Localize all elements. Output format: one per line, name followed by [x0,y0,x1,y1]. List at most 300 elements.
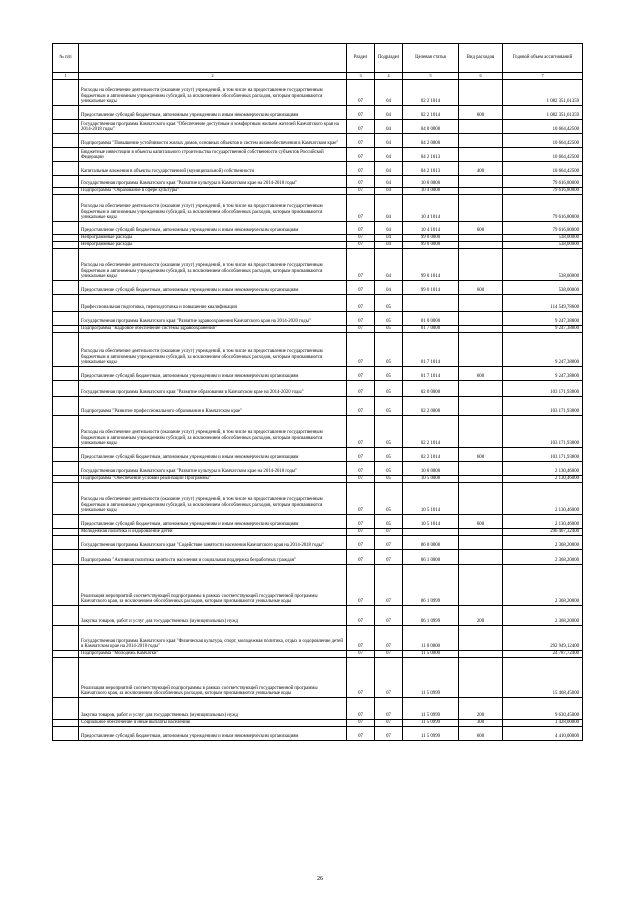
row-num-cell [53,134,79,148]
row-sum-cell: 2 130,46000 [503,476,583,483]
row-name-cell: Государственная программа Камчатского края "Содействие занятости населения Камчатского края на 2014-2018 годы" [79,536,347,550]
row-razdel-cell: 07 [347,626,375,651]
row-name-cell: Подпрограмма "Молодежь Камчатки" [79,651,347,658]
row-num-cell [53,651,79,658]
row-razdel-cell: 07 [347,281,375,295]
row-csr-cell: 06 1 0999 [403,606,459,626]
row-razdel-cell: 07 [347,106,375,120]
row-sum-cell: 10 664,42500 [503,134,583,148]
row-sum-cell: 10 664,42500 [503,162,583,176]
row-csr-cell: 02 2 0000 [403,397,459,416]
row-podrazdel-cell: 04 [375,235,403,242]
row-csr-cell: 11 5 0999 [403,658,459,698]
row-sum-cell: 4 410,00000 [503,727,583,741]
table-row [53,188,583,195]
row-sum-cell: 2 368,20000 [503,536,583,550]
row-vr-cell [459,416,503,448]
row-num-cell [53,80,79,106]
row-vr-cell [459,565,503,606]
row-name-cell: Государственная программа Камчатского края "Развитие здравоохранения Камчатского края на 2014-2020 годы" [79,312,347,326]
row-vr-cell [459,148,503,162]
row-name-cell: Подпрограмма "Кадровое обеспечение системы здравоохранения" [79,326,347,333]
row-vr-cell: 600 [459,106,503,120]
row-num-cell [53,106,79,120]
row-razdel-cell: 07 [347,176,375,188]
row-csr-cell: 01 7 0000 [403,326,459,333]
row-name-cell: Предоставление субсидий бюджетным, автономным учреждениям и иным некоммерческим организациям [79,448,347,462]
row-sum-cell: 114 549,78600 [503,295,583,312]
row-razdel-cell: 07 [347,565,375,606]
row-podrazdel-cell: 04 [375,120,403,134]
row-csr-cell [403,295,459,312]
row-razdel-cell: 07 [347,381,375,397]
row-podrazdel-cell: 04 [375,188,403,195]
row-podrazdel-cell: 05 [375,312,403,326]
row-sum-cell: 2 368,20000 [503,565,583,606]
row-num-cell [53,606,79,626]
table-row [53,529,583,536]
row-vr-cell [459,295,503,312]
row-podrazdel-cell: 04 [375,162,403,176]
row-csr-cell: 06 1 0000 [403,550,459,565]
row-csr-cell: 06 1 0999 [403,565,459,606]
row-num-cell [53,698,79,720]
row-podrazdel-cell: 05 [375,397,403,416]
row-podrazdel-cell: 07 [375,727,403,741]
row-razdel-cell: 07 [347,550,375,565]
table-row [53,462,583,476]
row-vr-cell: 600 [459,727,503,741]
row-vr-cell [459,242,503,249]
row-vr-cell: 600 [459,515,503,529]
row-vr-cell [459,188,503,195]
row-sum-cell: 9 630,45000 [503,698,583,720]
row-sum-cell: 15 468,45000 [503,658,583,698]
row-razdel-cell: 07 [347,333,375,367]
row-vr-cell [459,651,503,658]
row-sum-cell: 103 171,93800 [503,397,583,416]
row-sum-cell: 79 616,80000 [503,176,583,188]
row-csr-cell: 99 0 1014 [403,281,459,295]
table-row [53,148,583,162]
row-name-cell: Государственная программа Камчатского края "Развитие культуры в Камчатском крае на 2014-2018 годы" [79,462,347,476]
row-num-cell [53,148,79,162]
row-name-cell: Закупка товаров, работ и услуг для государственных (муниципальных) нужд [79,606,347,626]
header-sum: Годовой объем ассигнований [503,44,583,73]
row-num-cell [53,188,79,195]
row-name-cell: Профессиональная подготовка, переподготовка и повышение квалификации [79,295,347,312]
row-name-cell: Реализация мероприятий соответствующей подпрограммы в рамках соответствующей государственной программы Камчатского края, за исключением обособленных расходов, которым присваиваются уникальные коды [79,565,347,606]
row-podrazdel-cell: 07 [375,698,403,720]
col-number: 3 [347,73,375,80]
row-num-cell [53,295,79,312]
row-sum-cell: 9 247,38800 [503,367,583,381]
row-num-cell [53,235,79,242]
row-razdel-cell: 07 [347,188,375,195]
row-podrazdel-cell: 05 [375,326,403,333]
row-sum-cell: 538,00000 [503,235,583,242]
row-sum-cell: 2 130,46000 [503,462,583,476]
table-row [53,720,583,727]
table-row [53,626,583,651]
row-num-cell [53,727,79,741]
table-body [53,80,583,741]
table-row [53,222,583,235]
row-razdel-cell: 07 [347,326,375,333]
row-podrazdel-cell: 07 [375,550,403,565]
row-num-cell [53,448,79,462]
row-num-cell [53,281,79,295]
row-sum-cell: 292 949,12400 [503,626,583,651]
row-sum-cell: 103 171,93800 [503,381,583,397]
row-csr-cell: 02 2 1014 [403,416,459,448]
row-name-cell: Предоставление субсидий бюджетным, автономным учреждениям и иным некоммерческим организациям [79,281,347,295]
header-razdel: Раздел [347,44,375,73]
row-razdel-cell: 07 [347,720,375,727]
table-row [53,658,583,698]
row-num-cell [53,312,79,326]
table-row [53,295,583,312]
header-name [79,44,347,73]
row-vr-cell [459,134,503,148]
row-vr-cell: 400 [459,162,503,176]
row-podrazdel-cell: 04 [375,134,403,148]
table-row [53,448,583,462]
row-csr-cell: 02 2 1014 [403,80,459,106]
row-vr-cell [459,80,503,106]
header-num: № п/п [53,44,79,73]
row-csr-cell: 04 2 1013 [403,162,459,176]
row-vr-cell [459,536,503,550]
row-razdel-cell: 07 [347,515,375,529]
row-sum-cell: 79 616,80000 [503,195,583,222]
row-sum-cell: 9 247,38800 [503,333,583,367]
row-podrazdel-cell: 04 [375,249,403,281]
row-razdel-cell: 07 [347,476,375,483]
row-vr-cell [459,120,503,134]
row-vr-cell [459,333,503,367]
budget-table [52,43,583,741]
table-row [53,106,583,120]
row-razdel-cell: 07 [347,529,375,536]
row-vr-cell [459,326,503,333]
row-name-cell: Расходы на обеспечение деятельности (оказание услуг) учреждений, в том числе на предоставление государственным бюджетным и автономным учреждениям субсидий, за исключением обособленных расходов, которым присваиваются уникальные коды [79,80,347,106]
table-row [53,249,583,281]
row-num-cell [53,242,79,249]
row-razdel-cell: 07 [347,195,375,222]
row-podrazdel-cell: 07 [375,529,403,536]
row-num-cell [53,515,79,529]
row-vr-cell [459,550,503,565]
row-csr-cell: 99 0 0000 [403,235,459,242]
row-razdel-cell: 07 [347,312,375,326]
row-podrazdel-cell: 07 [375,536,403,550]
row-csr-cell: 02 2 1014 [403,448,459,462]
row-podrazdel-cell: 05 [375,462,403,476]
table-row [53,333,583,367]
row-podrazdel-cell: 04 [375,281,403,295]
row-sum-cell: 1 082 351,61359 [503,80,583,106]
row-vr-cell [459,476,503,483]
row-sum-cell: 2 368,20000 [503,606,583,626]
row-csr-cell: 10 5 1014 [403,515,459,529]
document-page [52,43,582,741]
row-name-cell: Расходы на обеспечение деятельности (оказание услуг) учреждений, в том числе на предоставление государственным бюджетным и автономным учреждениям субсидий, за исключением обособленных расходов, которым присваиваются уникальные коды [79,195,347,222]
row-razdel-cell: 07 [347,698,375,720]
row-vr-cell: 600 [459,222,503,235]
table-row [53,176,583,188]
row-csr-cell: 10 0 0000 [403,176,459,188]
row-csr-cell: 06 0 0000 [403,536,459,550]
table-row [53,312,583,326]
table-row [53,381,583,397]
row-csr-cell: 04 2 0000 [403,134,459,148]
row-num-cell [53,326,79,333]
row-vr-cell [459,626,503,651]
row-podrazdel-cell: 07 [375,565,403,606]
row-csr-cell: 11 0 0000 [403,626,459,651]
row-vr-cell: 200 [459,698,503,720]
row-vr-cell [459,483,503,515]
row-num-cell [53,397,79,416]
table-row [53,416,583,448]
row-podrazdel-cell: 05 [375,416,403,448]
header-podrazdel: Подраздел [375,44,403,73]
row-name-cell: Подпрограмма "Образование в сфере культуры" [79,188,347,195]
row-sum-cell: 2 130,46000 [503,483,583,515]
table-row [53,235,583,242]
row-num-cell [53,416,79,448]
table-row [53,80,583,106]
col-number: 7 [503,73,583,80]
table-row [53,326,583,333]
row-vr-cell [459,658,503,698]
col-number: 4 [375,73,403,80]
row-num-cell [53,222,79,235]
row-vr-cell [459,397,503,416]
row-podrazdel-cell: 05 [375,515,403,529]
row-podrazdel-cell: 07 [375,651,403,658]
row-vr-cell: 600 [459,448,503,462]
row-csr-cell: 01 0 0000 [403,312,459,326]
row-num-cell [53,529,79,536]
table-row [53,727,583,741]
row-podrazdel-cell: 07 [375,626,403,651]
row-podrazdel-cell: 05 [375,367,403,381]
row-sum-cell: 10 664,42500 [503,148,583,162]
row-razdel-cell: 07 [347,462,375,476]
row-podrazdel-cell: 05 [375,448,403,462]
row-name-cell: Предоставление субсидий бюджетным, автономным учреждениям и иным некоммерческим организациям [79,727,347,741]
table-row [53,651,583,658]
row-podrazdel-cell: 05 [375,295,403,312]
row-name-cell: Государственная программа Камчатского края "Развитие культуры в Камчатском крае на 2014-2018 годы" [79,176,347,188]
row-podrazdel-cell: 05 [375,381,403,397]
row-sum-cell: 1 428,00000 [503,720,583,727]
table-row [53,242,583,249]
page-number: 26 [317,876,323,882]
row-name-cell: Подпрограмма "Обеспечение условий реализации Программы" [79,476,347,483]
row-csr-cell: 01 7 1014 [403,333,459,367]
row-podrazdel-cell: 05 [375,476,403,483]
row-num-cell [53,381,79,397]
header-vr: Вид расходов [459,44,503,73]
row-name-cell: Предоставление субсидий бюджетным, автономным учреждениям и иным некоммерческим организациям [79,222,347,235]
row-csr-cell: 10 0 0000 [403,462,459,476]
row-csr-cell: 02 2 1014 [403,106,459,120]
row-podrazdel-cell: 04 [375,106,403,120]
row-num-cell [53,536,79,550]
row-sum-cell: 10 664,42500 [503,120,583,134]
row-razdel-cell: 07 [347,80,375,106]
row-vr-cell [459,235,503,242]
row-sum-cell: 103 171,93800 [503,448,583,462]
row-razdel-cell: 07 [347,483,375,515]
table-row [53,281,583,295]
row-csr-cell: 11 5 0999 [403,720,459,727]
row-podrazdel-cell: 04 [375,176,403,188]
row-num-cell [53,195,79,222]
row-razdel-cell: 07 [347,148,375,162]
row-sum-cell: 79 616,80000 [503,222,583,235]
row-num-cell [53,120,79,134]
row-csr-cell [403,529,459,536]
row-podrazdel-cell: 04 [375,80,403,106]
row-podrazdel-cell: 04 [375,242,403,249]
row-num-cell [53,720,79,727]
row-razdel-cell: 07 [347,242,375,249]
table-row [53,483,583,515]
row-name-cell: Капитальные вложения в объекты государственной (муниципальной) собственности [79,162,347,176]
row-name-cell: Расходы на обеспечение деятельности (оказание услуг) учреждений, в том числе на предоставление государственным бюджетным и автономным учреждениям субсидий, за исключением обособленных расходов, которым присваиваются уникальные коды [79,333,347,367]
row-name-cell: Закупка товаров, работ и услуг для государственных (муниципальных) нужд [79,698,347,720]
col-number: 5 [403,73,459,80]
row-csr-cell: 99 0 0000 [403,242,459,249]
row-csr-cell: 10 4 1014 [403,222,459,235]
row-num-cell [53,462,79,476]
table-row [53,515,583,529]
row-name-cell: Предоставление субсидий бюджетным, автономным учреждениям и иным некоммерческим организациям [79,515,347,529]
row-sum-cell: 79 616,80000 [503,188,583,195]
row-num-cell [53,658,79,698]
row-num-cell [53,550,79,565]
table-header-row [53,44,583,73]
row-name-cell: Подпрограмма "Активная политика занятости населения и социальная поддержка безработных граждан" [79,550,347,565]
row-razdel-cell: 07 [347,295,375,312]
row-name-cell: Предоставление субсидий бюджетным, автономным учреждениям и иным некоммерческим организациям [79,106,347,120]
row-csr-cell: 10 4 1014 [403,195,459,222]
row-sum-cell: 1 082 351,61359 [503,106,583,120]
row-vr-cell: 600 [459,281,503,295]
row-csr-cell: 11 5 0000 [403,651,459,658]
row-sum-cell: 24 787,72400 [503,651,583,658]
row-sum-cell: 538,00000 [503,242,583,249]
row-vr-cell [459,381,503,397]
row-vr-cell: 200 [459,606,503,626]
row-name-cell: Государственная программа Камчатского края "Физическая культура, спорт, молодежная политика, отдых и оздоровление детей в Камчатском крае на 2014-2018 годы" [79,626,347,651]
row-csr-cell: 04 2 1013 [403,148,459,162]
row-vr-cell [459,312,503,326]
row-name-cell: Бюджетные инвестиции в объекты капитального строительства государственной собственности субъектов Российской Федерации [79,148,347,162]
row-razdel-cell: 07 [347,397,375,416]
row-vr-cell [459,176,503,188]
row-sum-cell: 538,00000 [503,249,583,281]
row-vr-cell [459,249,503,281]
row-num-cell [53,476,79,483]
row-podrazdel-cell: 07 [375,658,403,698]
row-vr-cell [459,529,503,536]
row-sum-cell: 2 368,20000 [503,550,583,565]
row-podrazdel-cell: 07 [375,606,403,626]
row-razdel-cell: 07 [347,658,375,698]
row-name-cell: Непрограммные расходы [79,235,347,242]
row-csr-cell: 10 5 1014 [403,483,459,515]
row-vr-cell [459,462,503,476]
row-name-cell: Реализация мероприятий соответствующей подпрограммы в рамках соответствующей государственной программы Камчатского края, за исключением обособленных расходов, которым присваиваются уникальные коды [79,658,347,698]
row-razdel-cell: 07 [347,606,375,626]
row-razdel-cell: 07 [347,367,375,381]
row-csr-cell: 01 7 1014 [403,367,459,381]
row-podrazdel-cell: 04 [375,148,403,162]
row-razdel-cell: 07 [347,235,375,242]
row-podrazdel-cell: 05 [375,483,403,515]
row-razdel-cell: 07 [347,416,375,448]
table-row [53,134,583,148]
row-csr-cell: 04 0 0000 [403,120,459,134]
column-number-row [53,73,583,80]
row-num-cell [53,483,79,515]
row-name-cell: Расходы на обеспечение деятельности (оказание услуг) учреждений, в том числе на предоставление государственным бюджетным и автономным учреждениям субсидий, за исключением обособленных расходов, которым присваиваются уникальные коды [79,249,347,281]
table-row [53,550,583,565]
row-num-cell [53,249,79,281]
table-row [53,536,583,550]
row-csr-cell: 11 5 0999 [403,727,459,741]
table-row [53,162,583,176]
row-razdel-cell: 07 [347,120,375,134]
row-razdel-cell: 07 [347,727,375,741]
table-row [53,606,583,626]
col-number: 2 [79,73,347,80]
row-vr-cell: 600 [459,367,503,381]
row-csr-cell: 99 0 1014 [403,249,459,281]
table-row [53,476,583,483]
row-sum-cell: 2 130,46000 [503,515,583,529]
row-num-cell [53,333,79,367]
row-name-cell: Расходы на обеспечение деятельности (оказание услуг) учреждений, в том числе на предоставление государственным бюджетным и автономным учреждениям субсидий, за исключением обособленных расходов, которым присваиваются уникальные коды [79,483,347,515]
row-name-cell: Государственная программа Камчатского края "Обеспечение доступным и комфортным жильем жителей Камчатского края на 2014-2018 годы" [79,120,347,134]
row-name-cell: Подпрограмма "Повышение устойчивости жилых домов, основных объектов и систем жизнеобеспечения в Камчатском крае" [79,134,347,148]
row-razdel-cell: 07 [347,536,375,550]
row-vr-cell: 300 [459,720,503,727]
row-name-cell: Молодежная политика и оздоровление детей [79,529,347,536]
table-row [53,565,583,606]
row-razdel-cell: 07 [347,448,375,462]
row-name-cell: Подпрограмма "Развитие профессионального образования в Камчатском крае" [79,397,347,416]
row-vr-cell [459,195,503,222]
table-row [53,397,583,416]
row-podrazdel-cell: 07 [375,720,403,727]
col-number: 1 [53,73,79,80]
row-csr-cell: 11 5 0999 [403,698,459,720]
row-name-cell: Непрограммные расходы [79,242,347,249]
row-num-cell [53,367,79,381]
table-row [53,195,583,222]
header-csr: Целевая статья [403,44,459,73]
row-num-cell [53,565,79,606]
row-razdel-cell: 07 [347,222,375,235]
row-csr-cell: 10 5 0000 [403,476,459,483]
row-csr-cell: 02 0 0000 [403,381,459,397]
